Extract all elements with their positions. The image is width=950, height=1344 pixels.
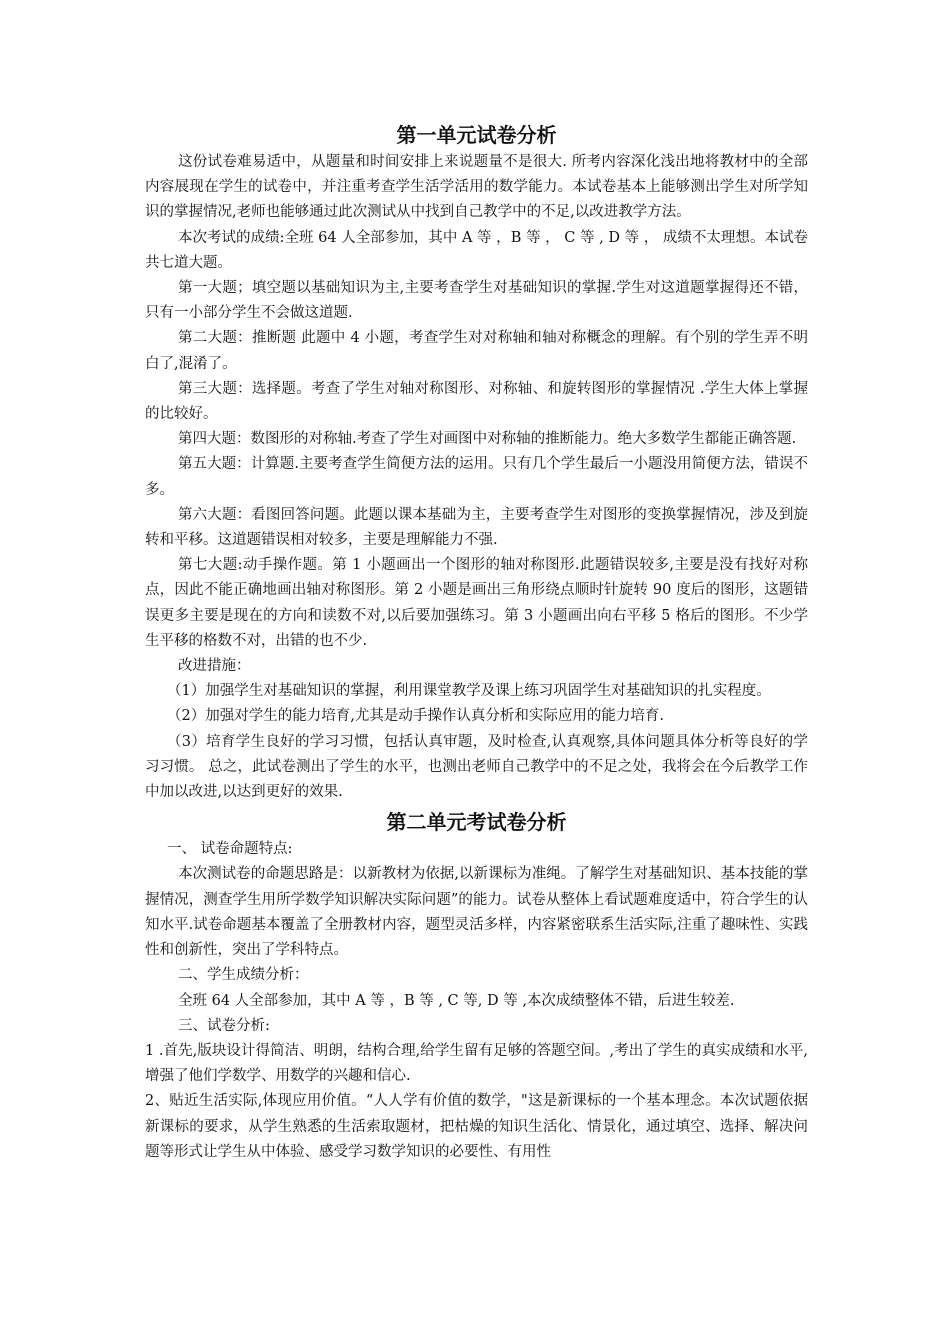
unit1-title: 第一单元试卷分析 (396, 123, 557, 147)
unit2-section3-heading: 三、试卷分析: (178, 1017, 270, 1034)
document-page (145, 120, 808, 1165)
unit2-section1-heading: 一、 试卷命题特点: (167, 841, 293, 858)
unit2-point-1: 1 .首先,版块设计得简洁、明朗，结构合理,给学生留有足够的答题空间。,考出了学生的真实成绩和水平,增强了他们学数学、用数学的兴趣和信心. (145, 1042, 808, 1085)
unit1-question7-paragraph: 第七大题:动手操作题。第 1 小题画出一个图形的轴对称图形.此题错误较多,主要是没有找好对称点，因此不能正确地画出轴对称图形。第 2 小题是画出三角形绕点顺时针旋转 90 度后的图形，这题错误更多主要是现在的方向和读数不对,以后要加强练习。第 3 小题画出向右平移 5 格后的图形。不少学生平移的格数不对，出错的也不少. (145, 557, 808, 649)
unit1-improve-heading: 改进措施： (178, 658, 251, 675)
unit1-question4-paragraph: 第四大题：数图形的对称轴.考查了学生对画图中对称轴的推断能力。绝大多数学生都能正确答题. (178, 431, 797, 448)
unit2-section1-text: 本次测试卷的命题思路是：以新教材为依据,以新课标为准绳。了解学生对基础知识、基本技能的掌握情况，测查学生用所学数学知识解决实际问题”的能力。试卷从整体上看试题难度适中，符合学生的认知水平.试卷命题基本覆盖了全册教材内容，题型灵活多样，内容紧密联系生活实际,注重了趣味性、实践性和创新性，突出了学科特点。 (145, 866, 808, 959)
unit1-question3-paragraph: 第三大题：选择题。考查了学生对轴对称图形、对称轴、和旋转图形的掌握情况 .学生大体上掌握的比较好。 (145, 380, 808, 423)
unit2-title: 第二单元考试卷分析 (386, 810, 567, 835)
unit2-point-2: 2、贴近生活实际,体现应用价值。“人人学有价值的数学，"这是新课标的一个基本理念。本次试题依据新课标的要求，从学生熟悉的生活索取题材，把枯燥的知识生活化、情景化，通过填空、选择、解决问题等形式让学生从中体验、感受学习数学知识的必要性、有用性 (145, 1093, 808, 1160)
unit1-question5-paragraph: 第五大题：计算题.主要考查学生简便方法的运用。只有几个学生最后一小题没用简便方法，错误不多。 (145, 456, 808, 498)
unit2-section2-text: 全班 64 人全部参加，其中 A 等 ，B 等 , C 等, D 等 ,本次成绩整体不错，后进生较差. (178, 992, 735, 1009)
unit1-question2-paragraph: 第二大题：推断题 此题中 4 小题，考查学生对对称轴和轴对称概念的理解。有个别的学生弄不明白了,混淆了。 (145, 330, 808, 372)
unit2-section2-heading: 二、学生成绩分析： (178, 967, 309, 984)
unit1-intro-paragraph: 这份试卷难易适中，从题量和时间安排上来说题量不是很大. 所考内容深化浅出地将教材中的全部内容展现在学生的试卷中，并注重考查学生活学活用的数学能力。本试卷基本上能够测出学生对所学知识的掌握情况,老师也能够通过此次测试从中找到自己教学中的不足,以改进教学方法。 (145, 154, 808, 221)
unit1-measure-1: （1）加强学生对基础知识的掌握，利用课堂教学及课上练习巩固学生对基础知识的扎实程度。 (167, 683, 771, 700)
unit1-measure-2: （2）加强对学生的能力培育,尤其是动手操作认真分析和实际应用的能力培育. (167, 708, 664, 725)
unit1-question6-paragraph: 第六大题：看图回答问题。此题以课本基础为主，主要考查学生对图形的变换掌握情况，涉及到旋转和平移。这道题错误相对较多，主要是理解能力不强. (145, 506, 808, 549)
unit1-score-paragraph: 本次考试的成绩:全班 64 人全部参加，其中 A 等 ，B 等 ， C 等 , D 等 ， 成绩不太理想。本试卷共七道大题。 (145, 229, 808, 271)
unit1-measure-3: （3）培育学生良好的学习习惯，包括认真审题，及时检查,认真观察,具体问题具体分析等良好的学习习惯。 总之，此试卷测出了学生的水平，也测出老师自己教学中的不足之处，我将会在今后教学工作中加以改进,以达到更好的效果. (145, 733, 808, 801)
unit1-question1-paragraph: 第一大题；填空题以基础知识为主,主要考查学生对基础知识的掌握.学生对这道题掌握得还不错，只有一小部分学生不会做这道题. (145, 280, 808, 322)
